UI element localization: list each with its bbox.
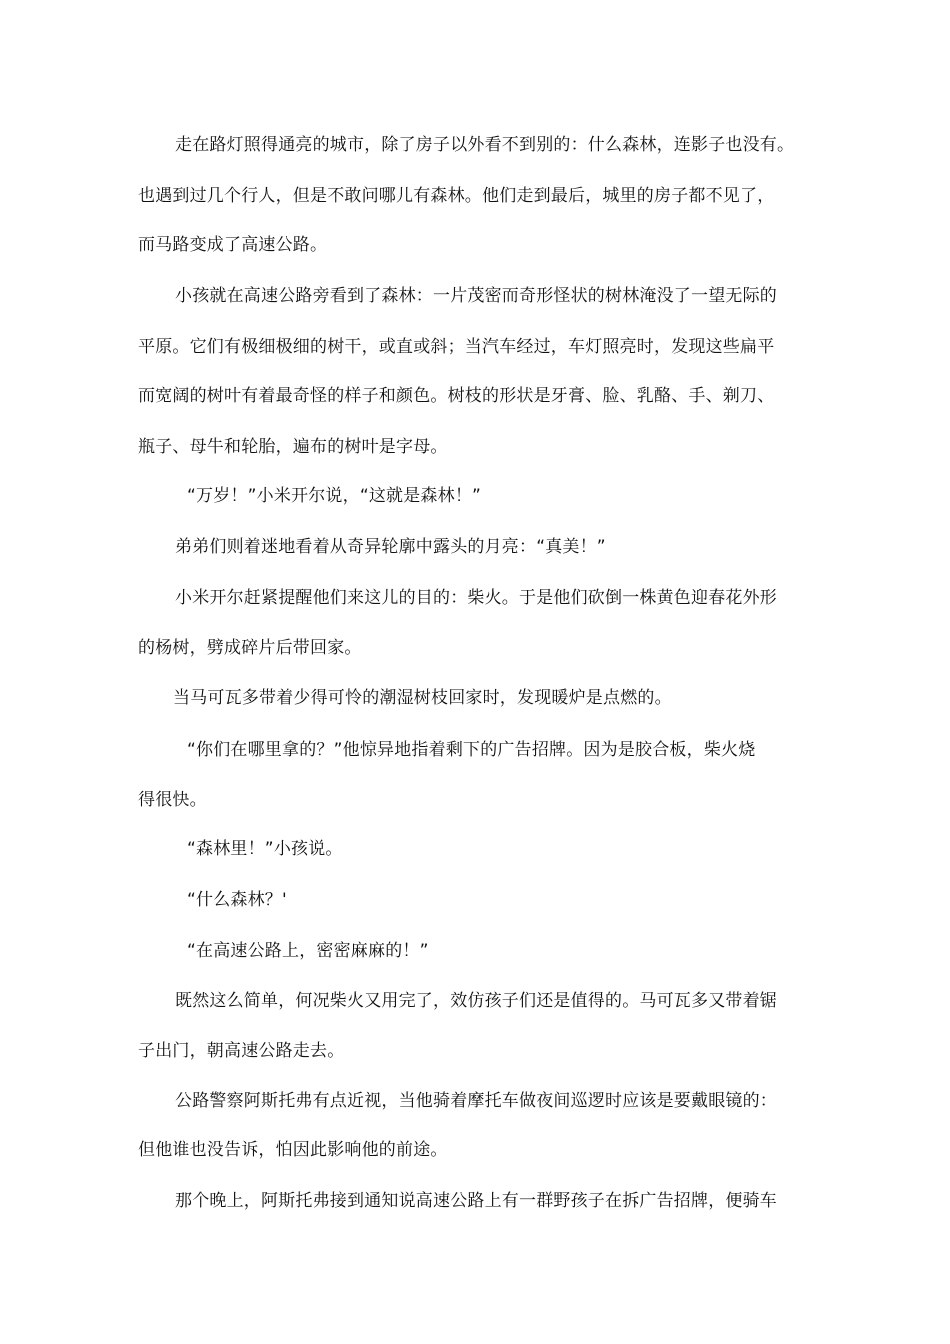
text-line: 既然这么简单，何况柴火又用完了，效仿孩子们还是值得的。马可瓦多又带着锯: [175, 991, 777, 1011]
text-line: 而马路变成了高速公路。: [138, 235, 328, 255]
text-line: 子出门，朝高速公路走去。: [138, 1041, 345, 1061]
text-line: “你们在哪里拿的？”他惊异地指着剩下的广告招牌。因为是胶合板，柴火烧: [187, 740, 756, 760]
text-line: 而宽阔的树叶有着最奇怪的样子和颜色。树枝的形状是牙膏、脸、乳酪、手、剃刀、: [138, 386, 775, 406]
text-line: 得很快。: [138, 790, 207, 810]
text-line: “在高速公路上，密密麻麻的！”: [187, 941, 429, 961]
text-line: 小孩就在高速公路旁看到了森林：一片茂密而奇形怪状的树林淹没了一望无际的: [175, 286, 777, 306]
text-line: 瓶子、母牛和轮胎，遍布的树叶是字母。: [138, 437, 448, 457]
text-line: 走在路灯照得通亮的城市，除了房子以外看不到别的：什么森林，连影子也没有。: [175, 135, 795, 155]
text-line: 小米开尔赶紧提醒他们来这儿的目的：柴火。于是他们砍倒一株黄色迎春花外形: [175, 588, 777, 608]
text-line: 平原。它们有极细极细的树干，或直或斜；当汽车经过，车灯照亮时，发现这些扁平: [138, 337, 775, 357]
text-line: 当马可瓦多带着少得可怜的潮湿树枝回家时，发现暖炉是点燃的。: [173, 688, 672, 708]
text-line: 的杨树，劈成碎片后带回家。: [138, 638, 362, 658]
text-line: 弟弟们则着迷地看着从奇异轮廓中露头的月亮：“真美！”: [175, 537, 606, 557]
text-line: “万岁！”小米开尔说，“这就是森林！”: [187, 486, 482, 506]
text-line: 公路警察阿斯托弗有点近视，当他骑着摩托车做夜间巡逻时应该是要戴眼镜的：: [175, 1091, 777, 1111]
text-line: 那个晚上，阿斯托弗接到通知说高速公路上有一群野孩子在拆广告招牌，便骑车: [175, 1191, 777, 1211]
text-line: 但他谁也没告诉，怕因此影响他的前途。: [138, 1140, 448, 1160]
text-line: 也遇到过几个行人，但是不敢问哪儿有森林。他们走到最后，城里的房子都不见了，: [138, 186, 775, 206]
text-line: “什么森林？': [187, 890, 287, 910]
text-line: “森林里！”小孩说。: [187, 839, 343, 859]
